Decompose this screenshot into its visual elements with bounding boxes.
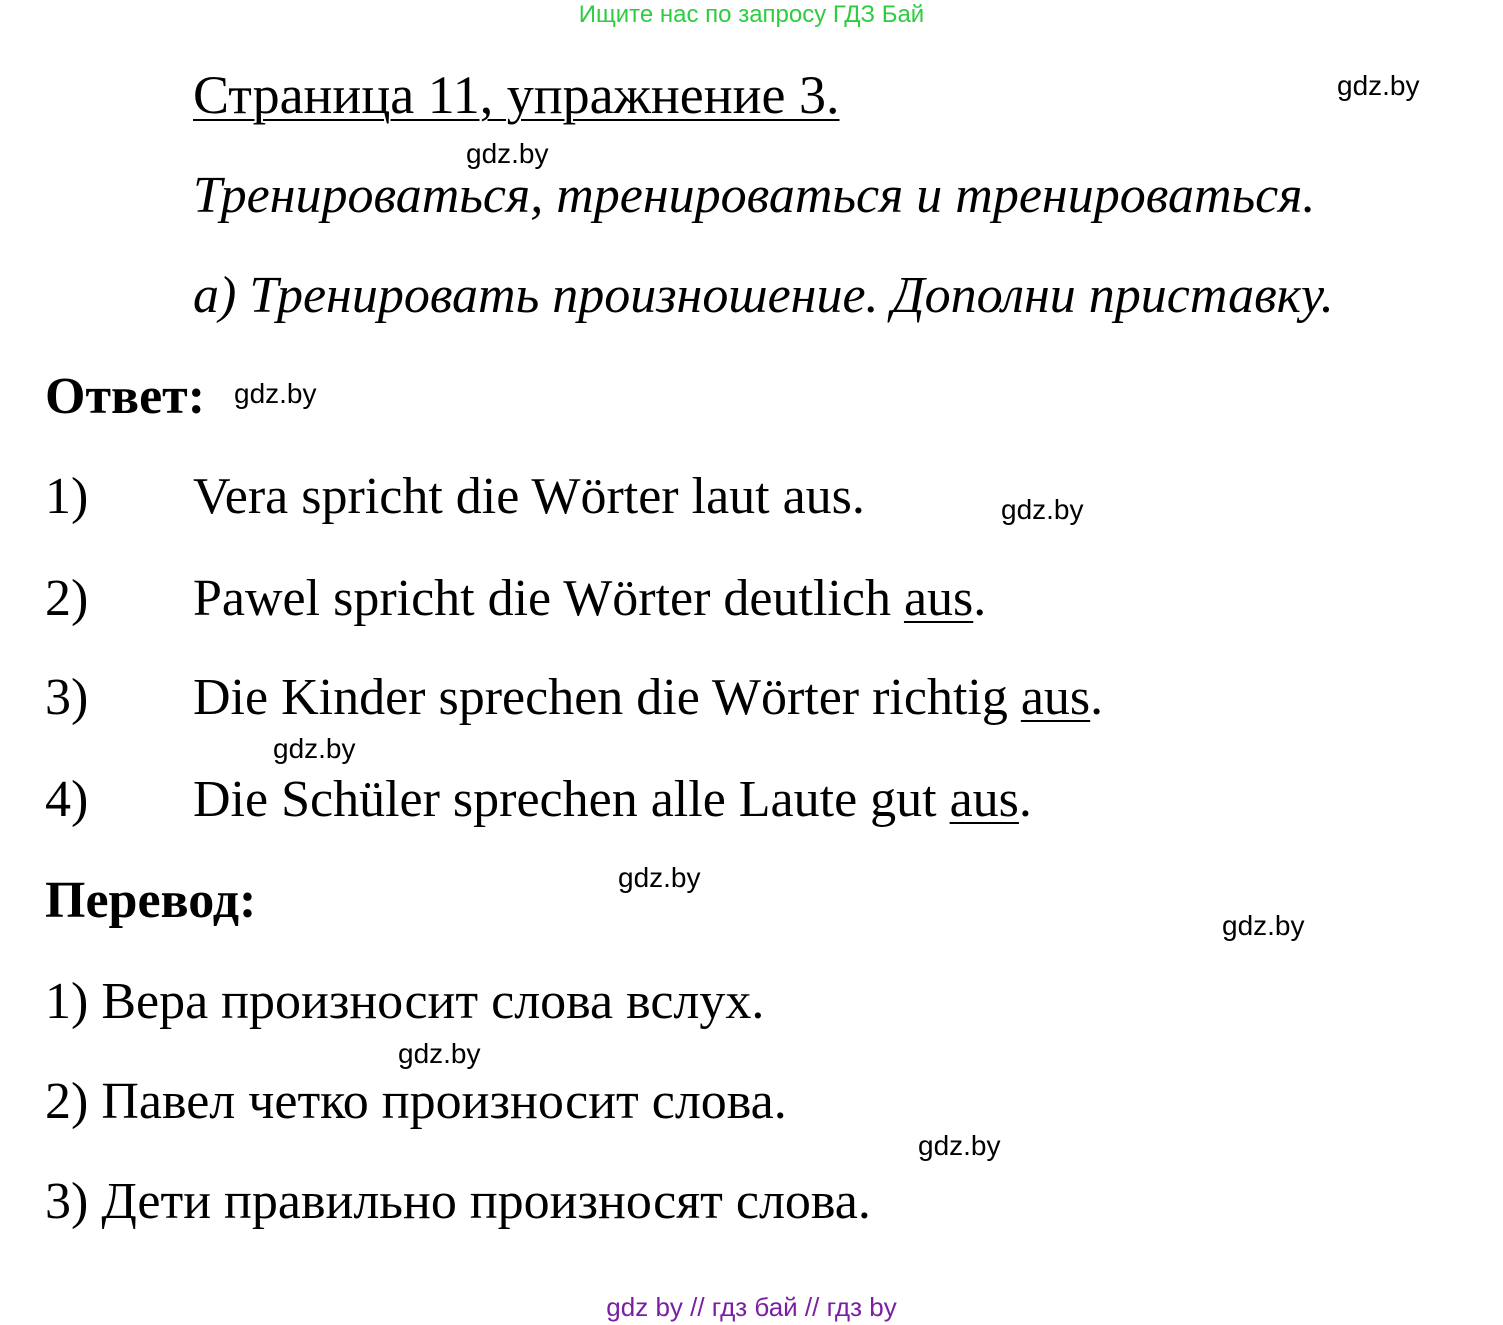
answer-end: .	[1018, 771, 1032, 828]
answer-text: Pawel spricht die Wörter deutlich	[193, 570, 904, 627]
translation-line: 2) Павел четко произносит слова.	[45, 1073, 787, 1130]
answer-sentence	[193, 770, 1032, 830]
answer-prefix: aus	[1020, 669, 1091, 726]
answer-end: .	[1090, 669, 1104, 726]
translation-heading: Перевод:	[45, 872, 257, 929]
answer-number: 4)	[45, 771, 89, 828]
answer-end: .	[973, 570, 987, 627]
top-banner: Ищите нас по запросу ГДЗ Бай	[578, 1, 925, 28]
answer-text: Die Schüler sprechen alle Laute gut	[193, 771, 950, 828]
watermark: gdz.by	[918, 1130, 1001, 1161]
watermark: gdz.by	[1222, 910, 1305, 941]
answer-heading: Ответ:	[45, 368, 206, 425]
translation-line: 1) Вера произносит слова вслух.	[45, 973, 765, 1030]
task-line-1: Тренироваться, тренироваться и тренироваться.	[193, 167, 1316, 224]
answer-number: 1)	[45, 468, 89, 525]
answer-prefix: aus	[949, 771, 1019, 828]
watermark: gdz.by	[1337, 70, 1420, 101]
watermark: gdz.by	[466, 138, 549, 169]
answer-text: Die Kinder sprechen die Wörter richtig	[193, 669, 1021, 726]
translation-line: 3) Дети правильно произносят слова.	[45, 1173, 871, 1230]
answer-prefix: aus	[903, 570, 974, 627]
answer-number: 2)	[45, 570, 89, 627]
task-line-2: а) Тренировать произношение. Дополни приставку.	[193, 267, 1334, 324]
watermark: gdz.by	[234, 378, 317, 409]
footer-links: gdz by // гдз бай // гдз by	[606, 1292, 897, 1322]
answer-number: 3)	[45, 669, 89, 726]
page-title: Страница 11, упражнение 3.	[193, 65, 840, 125]
watermark: gdz.by	[273, 733, 356, 764]
answer-sentence	[193, 569, 986, 629]
answer-sentence	[193, 467, 865, 527]
watermark: gdz.by	[618, 862, 701, 893]
watermark: gdz.by	[1001, 494, 1084, 525]
watermark: gdz.by	[398, 1038, 481, 1069]
answer-text: Vera spricht die Wörter laut aus.	[193, 468, 865, 525]
answer-sentence	[193, 668, 1103, 728]
